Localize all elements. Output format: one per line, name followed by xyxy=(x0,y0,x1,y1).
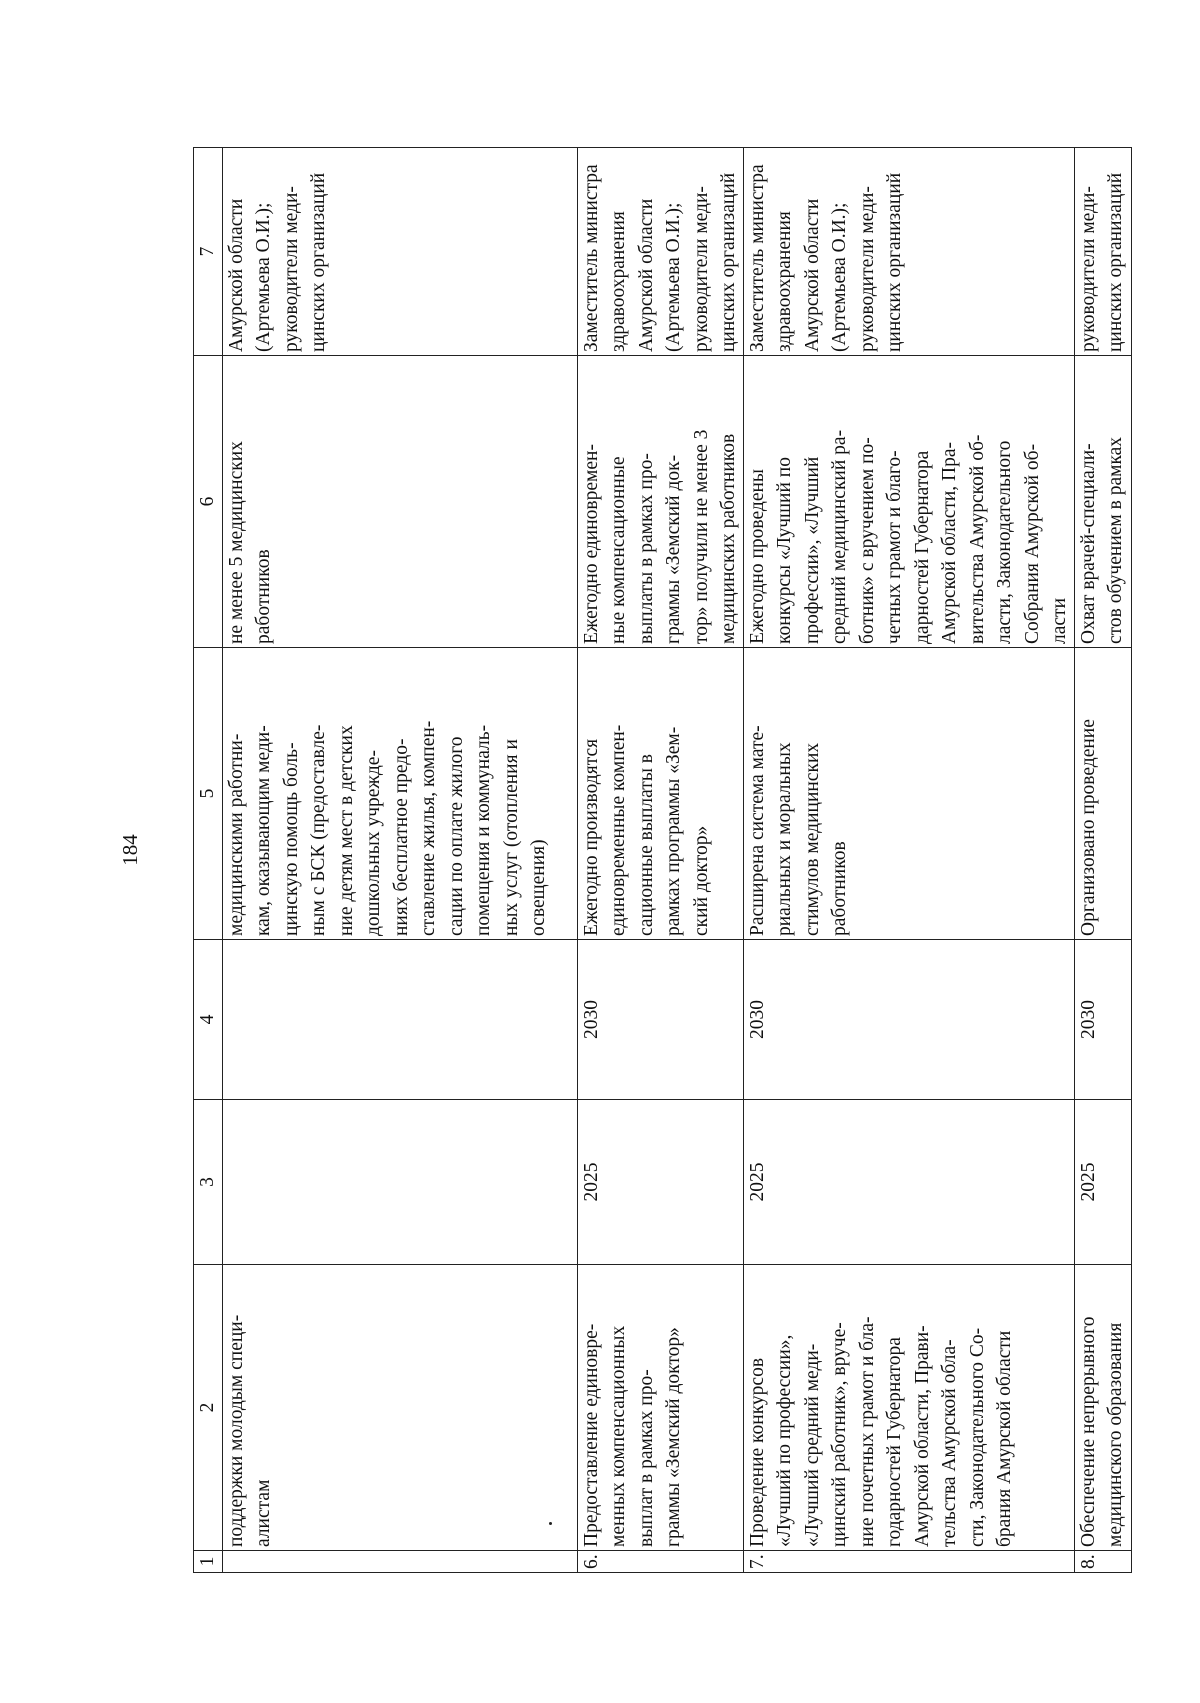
end-year-cell xyxy=(222,940,577,1100)
cell-text-line: медицинскими работни- xyxy=(225,733,247,936)
cell-text-line: цинских организаций xyxy=(308,172,329,352)
start-year-cell: 2025 xyxy=(577,1100,743,1265)
cell-text-line: «Лучший по профессии», xyxy=(774,1334,795,1547)
responsible-cell xyxy=(743,148,1074,356)
cell-text-line: ние почетных грамот и бла- xyxy=(856,1316,878,1547)
cell-text-line: профессии», «Лучший xyxy=(801,456,823,644)
result-cell xyxy=(577,648,743,940)
cell-text-line: Организовано проведение xyxy=(1077,719,1099,936)
cell-text-line: выплат в рамках про- xyxy=(635,1369,657,1547)
cell-text-line: здравоохранения xyxy=(608,211,629,352)
cell-text-line: сационные выплаты в xyxy=(635,753,657,936)
cell-text-line: менных компенсационных xyxy=(608,1325,629,1547)
cell-text-line: руководители меди- xyxy=(690,186,712,352)
table-row xyxy=(743,148,1074,1573)
cell-text-line: руководители меди- xyxy=(280,186,302,352)
cell-text-line: цинских организаций xyxy=(884,172,905,352)
cell-text-line: поддержки молодым специ- xyxy=(225,1314,247,1547)
end-year-cell: 2030 xyxy=(1074,940,1131,1100)
cell-text-line: ным с БСК (предоставле- xyxy=(308,724,329,936)
cell-text-line: сти, Законодательного Со- xyxy=(966,1327,988,1547)
cell-text-line: руководители меди- xyxy=(856,186,878,352)
measures-table xyxy=(193,147,1132,1573)
cell-text-line: вительства Амурской об- xyxy=(966,434,988,644)
row-number: 6. xyxy=(577,1551,743,1573)
row-number: 8. xyxy=(1074,1551,1131,1573)
header-cell: 3 xyxy=(194,1100,223,1265)
row-number xyxy=(222,1551,577,1573)
end-year-cell: 2030 xyxy=(577,940,743,1100)
cell-text-line: средний медицинский ра- xyxy=(829,429,850,644)
cell-text-line: Ежегодно производятся xyxy=(580,738,602,936)
cell-text-line: граммы «Земский доктор» xyxy=(663,1327,684,1547)
cell-text-line: кам, оказывающим меди- xyxy=(253,725,274,936)
cell-text-line: Охват врачей-специали- xyxy=(1077,443,1099,644)
page-number: 184 xyxy=(118,834,142,866)
indicator-cell xyxy=(577,356,743,648)
start-year-cell: 2025 xyxy=(1074,1100,1131,1265)
cell-text-line: помещения и коммуналь- xyxy=(473,724,494,936)
cell-text-line: алистам xyxy=(253,1479,274,1547)
result-cell xyxy=(1074,648,1131,940)
cell-text-line: цинскую помощь боль- xyxy=(280,742,302,936)
header-cell: 7 xyxy=(194,148,223,356)
cell-text-line: стов обучением в рамках xyxy=(1105,436,1126,644)
cell-text-line: Проведение конкурсов xyxy=(746,1357,768,1547)
responsible-cell xyxy=(1074,148,1131,356)
cell-text-line: ставление жилья, компен- xyxy=(418,720,439,936)
indicator-cell xyxy=(743,356,1074,648)
cell-text-line: (Артемьева О.И.); xyxy=(253,202,274,352)
responsible-cell xyxy=(577,148,743,356)
cell-text-line: ние детям мест в детских xyxy=(335,725,357,936)
cell-text-line: цинских организаций xyxy=(1105,172,1126,352)
cell-text-line: риальных и моральных xyxy=(774,742,795,936)
cell-text-line: годарностей Губернатора xyxy=(884,1337,905,1547)
cell-text-line: Заместитель министра xyxy=(580,164,602,352)
start-year-cell xyxy=(222,1100,577,1265)
indicator-cell xyxy=(1074,356,1131,648)
cell-text-line: ский доктор» xyxy=(690,825,712,936)
cell-text-line: Амурской области xyxy=(635,198,657,352)
cell-text-line: Амурской области, Прави- xyxy=(911,1325,933,1547)
measure-name-cell xyxy=(577,1265,743,1551)
cell-text-line: рамках программы «Зем- xyxy=(663,726,684,936)
cell-text-line: Собрания Амурской об- xyxy=(1021,443,1043,644)
cell-text-line: «Лучший средний меди- xyxy=(801,1343,823,1547)
cell-text-line: Предоставление единовре- xyxy=(580,1323,602,1547)
header-cell: 4 xyxy=(194,940,223,1100)
indicator-cell xyxy=(222,356,577,648)
cell-text-line: дошкольных учрежде- xyxy=(363,750,384,936)
cell-text-line: выплаты в рамках про- xyxy=(635,453,657,644)
cell-text-line: (Артемьева О.И.); xyxy=(829,202,850,352)
cell-text-line: здравоохранения xyxy=(774,211,795,352)
cell-text-line: цинский работник», вруче- xyxy=(829,1322,850,1547)
cell-text-line: ниях бесплатное предо- xyxy=(390,738,412,936)
cell-text-line: ных услуг (отопления и xyxy=(500,739,522,936)
cell-text-line: Ежегодно проведены xyxy=(746,468,768,644)
cell-text-line: цинских организаций xyxy=(718,172,739,352)
header-cell: 1 xyxy=(194,1551,223,1573)
result-cell xyxy=(743,648,1074,940)
cell-text-line: Заместитель министра xyxy=(746,164,768,352)
cell-text-line: медицинского образования xyxy=(1105,1322,1126,1547)
cell-text-line: не менее 5 медицинских xyxy=(225,441,247,644)
cell-text-line: конкурсы «Лучший по xyxy=(774,457,795,644)
cell-text-line: стимулов медицинских xyxy=(801,742,823,936)
header-cell: 5 xyxy=(194,648,223,940)
row-number: 7. xyxy=(743,1551,1074,1573)
measure-name-cell xyxy=(222,1265,577,1551)
cell-text-line: Амурской области xyxy=(801,198,823,352)
cell-text-line: (Артемьева О.И.); xyxy=(663,202,684,352)
table-row xyxy=(222,148,577,1573)
cell-text-line: Расширена система мате- xyxy=(746,725,768,936)
end-year-cell: 2030 xyxy=(743,940,1074,1100)
cell-text-line: брания Амурской области xyxy=(994,1330,1015,1547)
cell-text-line: освещения) xyxy=(528,839,549,936)
header-row xyxy=(194,148,223,1573)
header-cell: 2 xyxy=(194,1265,223,1551)
rotated-table-container xyxy=(193,148,1126,1573)
header-cell: 6 xyxy=(194,356,223,648)
cell-text-line: тор» получили не менее 3 xyxy=(690,429,712,644)
cell-text-line: ные компенсационные xyxy=(608,456,629,644)
cell-text-line: ботник» с вручением по- xyxy=(856,437,878,644)
measure-name-cell xyxy=(1074,1265,1131,1551)
cell-text-line: Ежегодно единовремен- xyxy=(580,444,602,644)
result-cell xyxy=(222,648,577,940)
cell-text-line: единовременные компен- xyxy=(608,724,629,936)
cell-text-line: руководители меди- xyxy=(1077,186,1099,352)
measure-name-cell xyxy=(743,1265,1074,1551)
cell-text-line: тельства Амурской обла- xyxy=(939,1339,960,1547)
cell-text-line: медицинских работников xyxy=(718,433,739,644)
cell-text-line: граммы «Земский док- xyxy=(663,454,684,644)
cell-text-line: работников xyxy=(253,549,274,644)
cell-text-line: сации по оплате жилого xyxy=(445,736,467,936)
cell-text-line: четных грамот и благо- xyxy=(884,450,905,644)
table-row xyxy=(1074,148,1131,1573)
cell-text-line: работников xyxy=(829,841,850,936)
cell-text-line: ласти xyxy=(1049,598,1070,644)
cell-text-line: Амурской области xyxy=(225,198,247,352)
cell-text-line: Амурской области, Пра- xyxy=(939,441,960,644)
responsible-cell xyxy=(222,148,577,356)
cell-text-line: дарностей Губернатора xyxy=(911,450,933,644)
start-year-cell: 2025 xyxy=(743,1100,1074,1265)
table-row xyxy=(577,148,743,1573)
cell-text-line: Обеспечение непрерывного xyxy=(1077,1316,1099,1547)
cell-text-line: ласти, Законодательного xyxy=(994,440,1015,644)
